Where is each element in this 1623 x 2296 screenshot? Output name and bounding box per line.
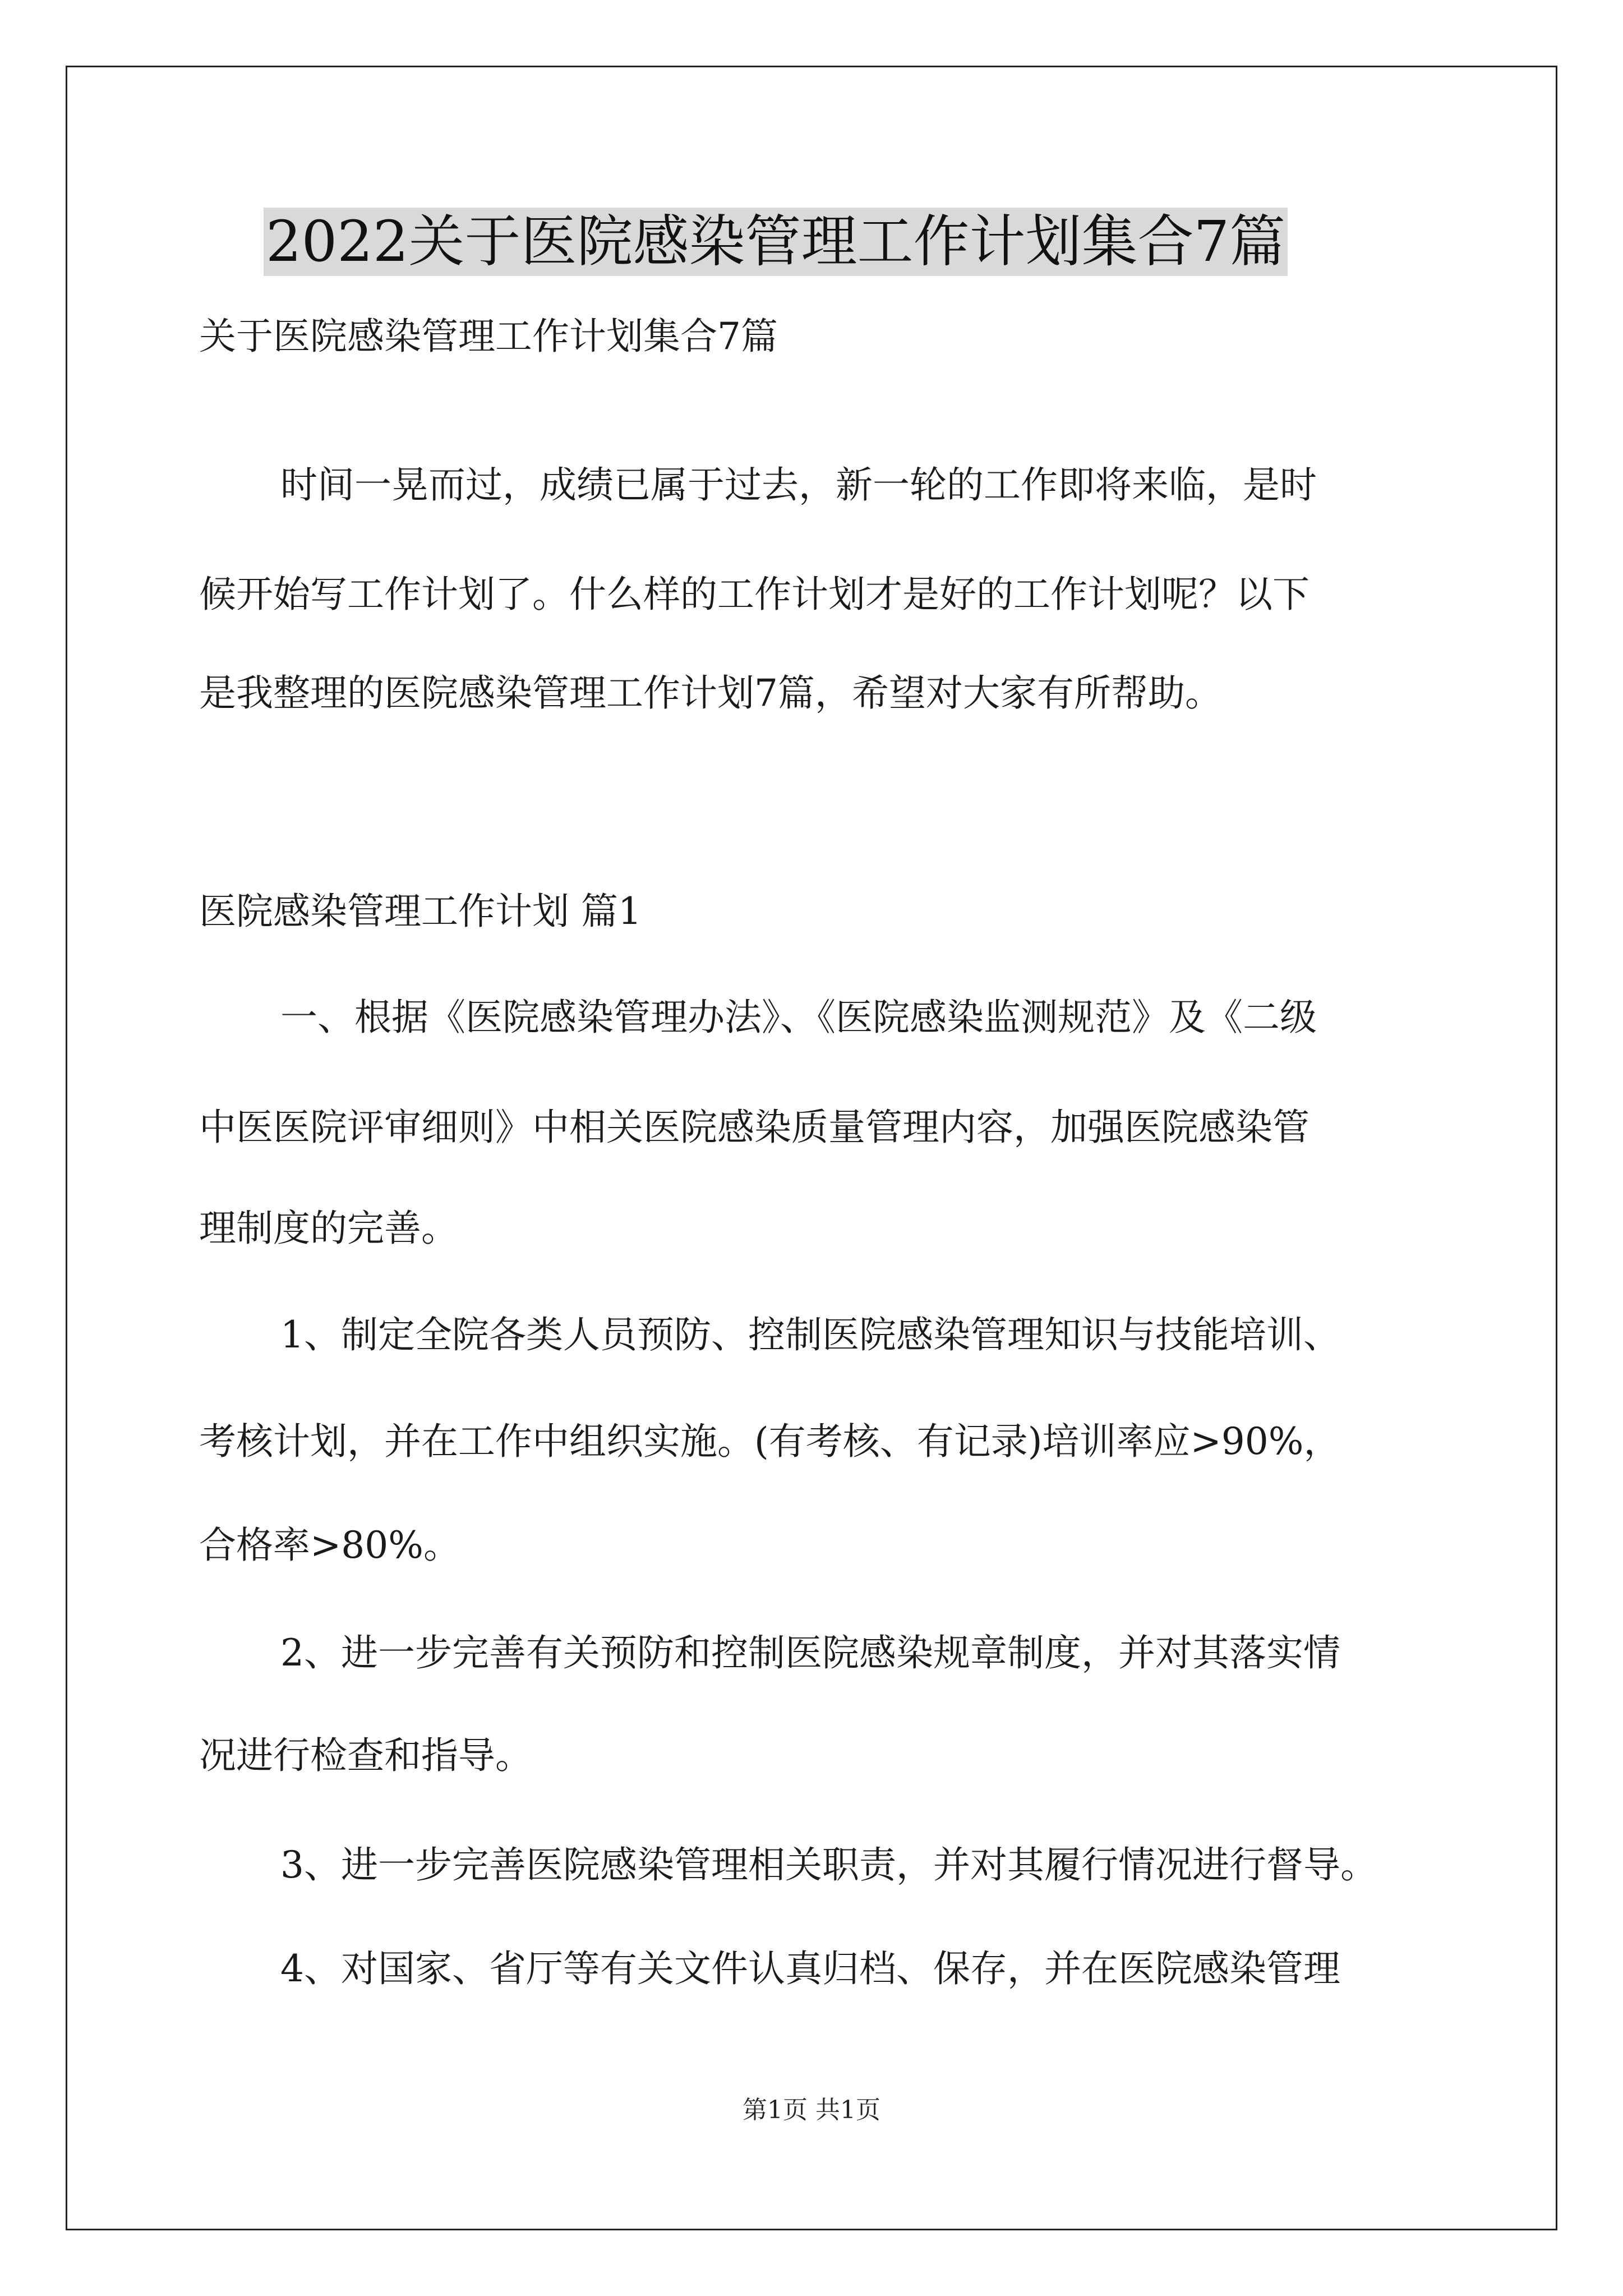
intro-line: 候开始写工作计划了。什么样的工作计划才是好的工作计划呢？以下 [199,573,1310,616]
page-footer: 第1页 共1页 [743,2096,880,2124]
body-line: 1、制定全院各类人员预防、控制医院感染管理知识与技能培训、 [280,1313,1340,1356]
body-line: 理制度的完善。 [199,1207,458,1250]
body-line: 3、进一步完善医院感染管理相关职责，并对其履行情况进行督导。 [280,1843,1377,1887]
body-line: 合格率>80%。 [199,1524,460,1567]
body-line: 4、对国家、省厅等有关文件认真归档、保存，并在医院感染管理 [280,1947,1340,1990]
body-line: 况进行检查和指导。 [199,1734,532,1777]
intro-line: 是我整理的医院感染管理工作计划7篇，希望对大家有所帮助。 [199,671,1222,715]
document-subtitle: 关于医院感染管理工作计划集合7篇 [199,315,778,358]
body-line: 2、进一步完善有关预防和控制医院感染规章制度，并对其落实情 [280,1631,1340,1674]
intro-line: 时间一晃而过，成绩已属于过去，新一轮的工作即将来临，是时 [280,463,1317,507]
body-line: 一、根据《医院感染管理办法》、《医院感染监测规范》及《二级 [280,996,1317,1039]
body-line: 中医医院评审细则》中相关医院感染质量管理内容，加强医院感染管 [199,1106,1310,1149]
section-heading: 医院感染管理工作计划 篇1 [199,890,642,933]
document-title: 2022关于医院感染管理工作计划集合7篇 [264,208,1288,276]
body-line: 考核计划，并在工作中组织实施。(有考核、有记录)培训率应>90%， [199,1420,1341,1463]
